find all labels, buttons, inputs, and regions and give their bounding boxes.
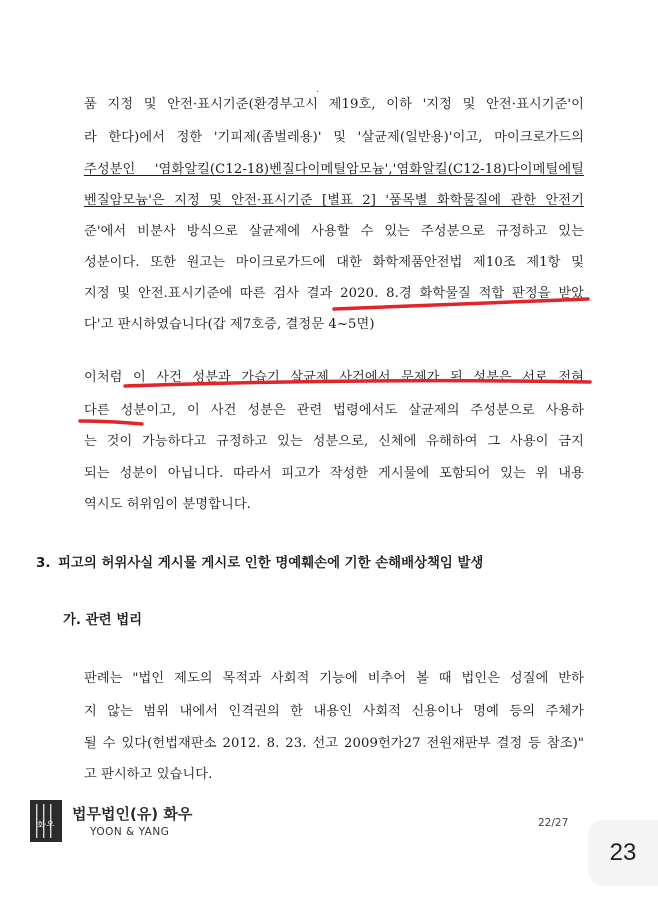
text-line: 되는 성분이 아닙니다. 따라서 피고가 작성한 게시물에 포함되어 있는 위 내용 [84,466,584,481]
text-line-underlined: 주성분인 '염화알킬(C12-18)벤질다이메틸암모늄','염화알킬(C12-18)다이메틸에틸 [84,162,584,177]
text-line: 판례는 "법인 제도의 목적과 사회적 기능에 비추어 볼 때 법인은 성질에 반하 [84,671,584,686]
section-3-heading [36,552,483,571]
text-line: 고 판시하고 있습니다. [84,767,213,782]
red-underline-mark [80,421,142,424]
text-line: 품 지정 및 안전·표시기준(환경부고시 제19호, 이하 '지정 및 안전·표시기준'이 [84,97,584,112]
firm-name: 법무법인(유) 화우 [72,805,193,823]
subsection-heading: 가. 관련 법리 [63,613,143,628]
firm-logo [30,800,62,842]
top-mark: . [316,84,320,95]
text-line: 다'고 판시하였습니다(갑 제7호증, 결정문 4~5면) [84,317,375,332]
text-line: 지정 및 안전.표시기준에 따른 검사 결과 2020. 8.경 화학물질 적합 판정을 받았 [84,286,584,301]
firm-name-english: YOON & YANG [90,826,170,838]
text-line: 될 수 있다(헌법재판소 2012. 8. 23. 선고 2009헌가27 전원재판부 결정 등 참조)" [84,736,584,751]
text-line: 준'에서 비분사 방식으로 살균제에 사용할 수 있는 주성분으로 규정하고 있는 [84,224,584,239]
text-line: 이처럼 이 사건 성분과 가습기 살균제 사건에서 문제가 된 성분은 서로 전혀 [84,370,584,385]
text-line: 지 않는 범위 내에서 인격권의 한 내용인 사회적 신용이나 명예 등의 주체가 [84,704,584,719]
logo-mark-icon [30,800,62,842]
text-line: 라 한다)에서 정한 '기피제(좀벌레용)' 및 '살균제(일반용)'이고, 마이크로가드의 [84,130,584,145]
text-line: 역시도 허위임이 분명합니다. [84,497,251,512]
section-number: 3. [36,556,51,571]
text-line: 다른 성분이고, 이 사건 성분은 관련 법령에서도 살균제의 주성분으로 사용하 [84,403,584,418]
logo-mark-text: 화우 [37,821,55,831]
image-index-badge: 23 [588,820,658,886]
section-title: 피고의 허위사실 게시물 게시로 인한 명예훼손에 기한 손해배상책임 발생 [58,556,484,571]
text-line-underlined: 벤질암모늄'은 지정 및 안전·표시기준 [별표 2] '품목별 화학물질에 관한 안전기 [84,193,584,208]
text-line: 성분이다. 또한 원고는 마이크로가드에 대한 화학제품안전법 제10조 제1항 및 [84,255,584,270]
page-number: 22/27 [538,817,569,829]
text-line: 는 것이 가능하다고 규정하고 있는 성분으로, 신체에 유해하여 그 사용이 금지 [84,434,584,449]
